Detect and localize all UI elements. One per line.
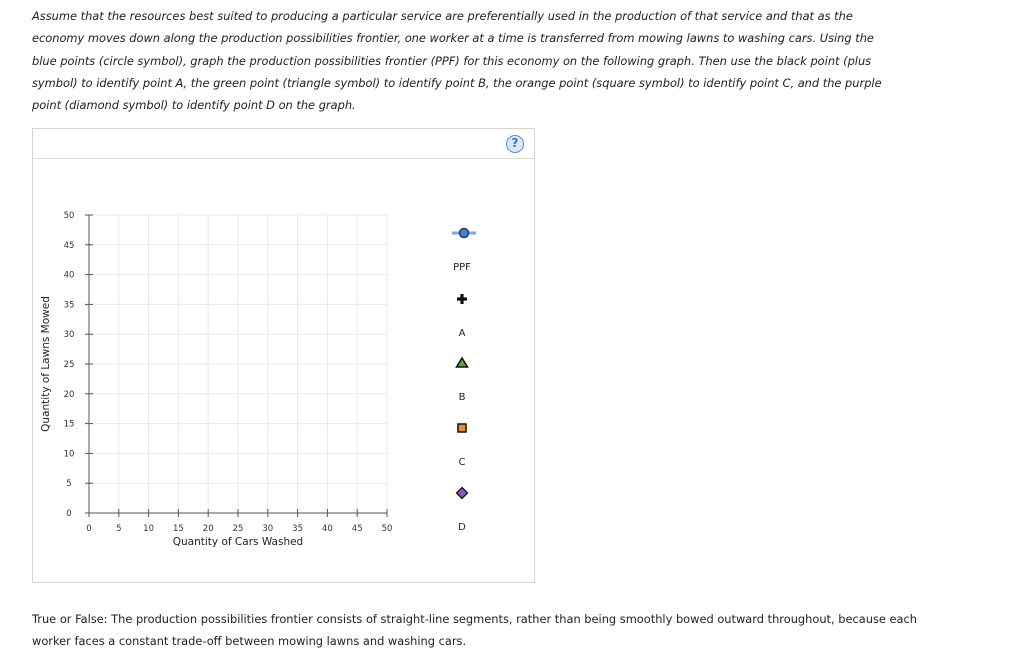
- graph-panel: [32, 128, 535, 583]
- x-tick-label: 20: [202, 524, 214, 534]
- x-tick-label: 35: [292, 524, 304, 534]
- x-tick-label: 5: [116, 524, 122, 534]
- palette-icon-b[interactable]: [457, 358, 468, 367]
- true-false-question: True or False: The production possibilities frontier consists of straight-line segments, rather than being smoothly bowed outward throughout, because each worker faces a constant trade-off between mowing lawns and washing cars.: [32, 612, 917, 649]
- x-tick-label: 30: [262, 524, 274, 534]
- x-tick-label: 45: [351, 524, 363, 534]
- y-tick-label: 10: [63, 449, 75, 460]
- palette-label-a: A: [458, 328, 466, 339]
- y-tick-label: 15: [63, 419, 75, 430]
- y-tick-label: 20: [63, 389, 75, 400]
- y-tick-label: 5: [66, 479, 72, 490]
- question-instructions: Assume that the resources best suited to producing a particular service are preferentially used in the production of that service and that as the economy moves down along the production possibilities frontier, one worker at a time is transferred from mowing lawns to washing cars. Using the blue points (circle symbol), graph the production possibilities frontier (PPF) for this economy on the following graph. Then use the black point (plus symbol) to identify point A, the green point (triangle symbol) to identify point B, the orange point (square symbol) to identify point C, and the purple point (diamond symbol) to identify point D on the graph.: [32, 9, 882, 113]
- x-tick-label: 50: [381, 524, 393, 534]
- y-tick-label: 45: [63, 240, 75, 251]
- palette-icon-d[interactable]: [457, 488, 468, 499]
- help-icon[interactable]: ?: [506, 135, 524, 153]
- x-tick-label: 15: [172, 524, 184, 534]
- y-axis-title: Quantity of Lawns Mowed: [40, 296, 52, 432]
- x-tick-label: 0: [86, 524, 92, 534]
- x-tick-label: 40: [321, 524, 333, 534]
- x-tick-label: 25: [232, 524, 244, 534]
- y-tick-label: 35: [63, 300, 75, 311]
- palette-icon-a[interactable]: [457, 294, 467, 304]
- y-tick-label: 30: [63, 330, 75, 341]
- palette-label-ppf: PPF: [453, 262, 471, 273]
- y-tick-label: 40: [63, 270, 75, 281]
- palette-label-b: B: [458, 392, 466, 403]
- palette-icon-c[interactable]: [458, 424, 466, 432]
- x-axis-title: Quantity of Cars Washed: [172, 536, 304, 548]
- palette-label-c: C: [458, 457, 466, 468]
- palette-icon-ppf[interactable]: [460, 229, 469, 238]
- palette-label-d: D: [458, 522, 466, 533]
- ppf-graph[interactable]: [33, 129, 536, 584]
- x-tick-label: 10: [143, 524, 155, 534]
- y-tick-label: 0: [66, 509, 72, 519]
- y-tick-label: 25: [63, 360, 75, 370]
- y-tick-label: 50: [63, 211, 75, 221]
